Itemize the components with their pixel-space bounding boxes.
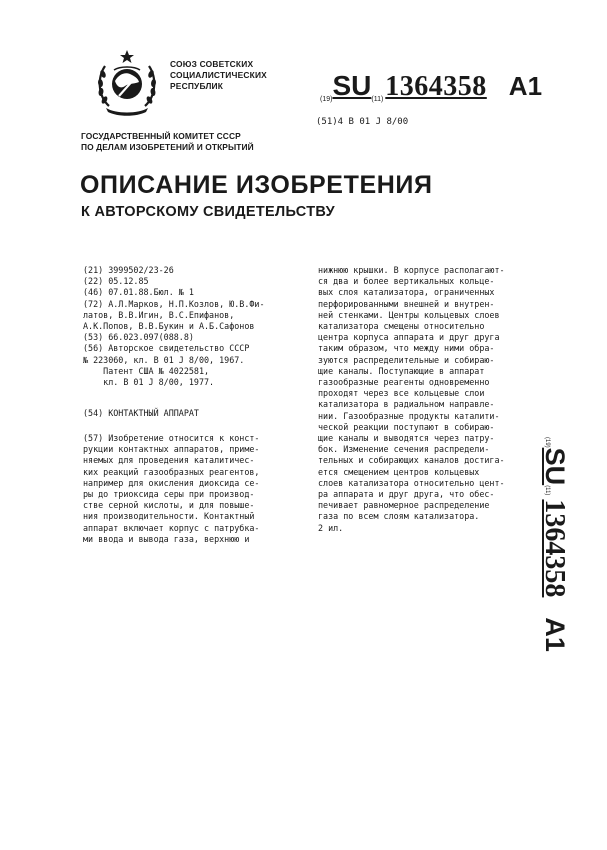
abstract-line: центра корпуса аппарата и друг друга: [318, 332, 500, 343]
abstract-line: щие каналы. Поступающие в аппарат: [318, 365, 485, 376]
biblio-line: (21) 3999502/23-26: [83, 265, 174, 275]
document-number: [320, 70, 542, 103]
biblio-line: латов, В.В.Игин, В.С.Епифанов,: [83, 309, 235, 320]
committee-line: ПО ДЕЛАМ ИЗОБРЕТЕНИЙ И ОТКРЫТИЙ: [81, 142, 254, 152]
abstract-line: нижнюю крышки. В корпусе располагают-: [318, 265, 505, 275]
biblio-line: (56) Авторское свидетельство СССР: [83, 343, 250, 354]
abstract-line: рукции контактных аппаратов, приме-: [83, 444, 260, 455]
side-country-code: SU: [540, 447, 570, 486]
abstract-column-1: [83, 433, 259, 545]
document-subtitle: К АВТОРСКОМУ СВИДЕТЕЛЬСТВУ: [81, 204, 335, 220]
biblio-line: Патент США № 4022581,: [83, 365, 210, 376]
biblio-line: кл. В 01 J 8/00, 1977.: [83, 377, 215, 388]
abstract-line: стве серной кислоты, и для повыше-: [83, 500, 255, 511]
abstract-line: ния производительности. Контактный: [83, 511, 255, 522]
abstract-line: бок. Изменение сечения распредели-: [318, 444, 490, 455]
ipc-classification: (51)4 B 01 J 8/00: [316, 117, 409, 127]
committee-name: [81, 131, 254, 153]
abstract-line: аппарат включает корпус с патрубка-: [83, 522, 260, 533]
abstract-line: ми ввода и вывода газа, верхнюю и: [83, 533, 250, 544]
abstract-line: ней стенками. Центры кольцевых слоев: [318, 309, 500, 320]
abstract-line: ется смещением центров кольцевых: [318, 466, 480, 477]
organization-name: [170, 59, 267, 92]
invention-title: [83, 408, 199, 419]
abstract-line: (57) Изобретение относится к конст-: [83, 433, 260, 443]
abstract-line: ра аппарата и друг друга, что обес-: [318, 489, 495, 500]
biblio-line: № 223060, кл. В 01 J 8/00, 1967.: [83, 354, 245, 365]
side-document-number: [539, 437, 585, 707]
document-title: ОПИСАНИЕ ИЗОБРЕТЕНИЯ: [80, 171, 433, 199]
abstract-line: няемых для проведения каталитичес-: [83, 455, 255, 466]
abstract-line: нии. Газообразные продукты каталити-: [318, 410, 500, 421]
abstract-line: проходят через все кольцевые слои: [318, 388, 485, 399]
abstract-line: ры до триоксида серы при производ-: [83, 489, 255, 500]
biblio-line: (22) 05.12.85: [83, 276, 149, 287]
side-code-19: (19): [544, 437, 550, 448]
abstract-line: 2 ил.: [318, 522, 344, 533]
abstract-line: газообразные реагенты одновременно: [318, 377, 490, 388]
abstract-line: тельных и собирающих каналов достига-: [318, 455, 505, 466]
ussr-emblem-icon: [92, 48, 162, 118]
biblio-line: (53) 66.023.097(088.8): [83, 332, 194, 343]
abstract-line: ческой реакции поступают в собираю-: [318, 421, 495, 432]
abstract-line: газа по всем слоям катализатора.: [318, 511, 480, 522]
code-19: (19): [320, 96, 333, 103]
side-patent-number: 1364358: [539, 499, 570, 598]
country-code: SU: [332, 70, 372, 101]
abstract-line: вых слоя катализатора, ограниченных: [318, 287, 495, 298]
organization-line: РЕСПУБЛИК: [170, 81, 224, 91]
abstract-line: печивает равномерное распределение: [318, 500, 490, 511]
organization-line: СОЦИАЛИСТИЧЕСКИХ: [170, 70, 267, 80]
organization-line: СОЮЗ СОВЕТСКИХ: [170, 59, 254, 69]
abstract-line: катализатора в радиальном направле-: [318, 399, 495, 410]
biblio-line: (46) 07.01.88.Бюл. № 1: [83, 287, 194, 298]
abstract-line: катализатора смещены относительно: [318, 321, 485, 332]
invention-title-text: (54) КОНТАКТНЫЙ АППАРАТ: [83, 408, 199, 418]
committee-line: ГОСУДАРСТВЕННЫЙ КОМИТЕТ СССР: [81, 131, 241, 141]
abstract-line: например для окисления диоксида се-: [83, 477, 260, 488]
side-code-11: (11): [544, 485, 550, 496]
abstract-line: перфорированными внешней и внутрен-: [318, 298, 495, 309]
side-kind-code: A1: [540, 617, 570, 652]
abstract-line: ся два и более вертикальных кольце-: [318, 276, 495, 287]
biblio-line: А.К.Попов, В.В.Букин и А.Б.Сафонов: [83, 321, 255, 332]
code-11: (11): [371, 96, 384, 103]
abstract-line: щие каналы и выводятся через патру-: [318, 433, 495, 444]
kind-code: A1: [508, 71, 543, 101]
patent-number: 1364358: [385, 71, 487, 102]
abstract-column-2: [318, 265, 505, 534]
abstract-line: слоев катализатора относительно цент-: [318, 477, 505, 488]
abstract-line: зуются распределительные и собираю-: [318, 354, 495, 365]
abstract-line: таким образом, что между ними обра-: [318, 343, 495, 354]
biblio-line: (72) А.Л.Марков, Н.П.Козлов, Ю.В.Фи-: [83, 298, 265, 309]
abstract-line: ких реакций газообразных реагентов,: [83, 466, 260, 477]
bibliographic-data: [83, 265, 265, 388]
